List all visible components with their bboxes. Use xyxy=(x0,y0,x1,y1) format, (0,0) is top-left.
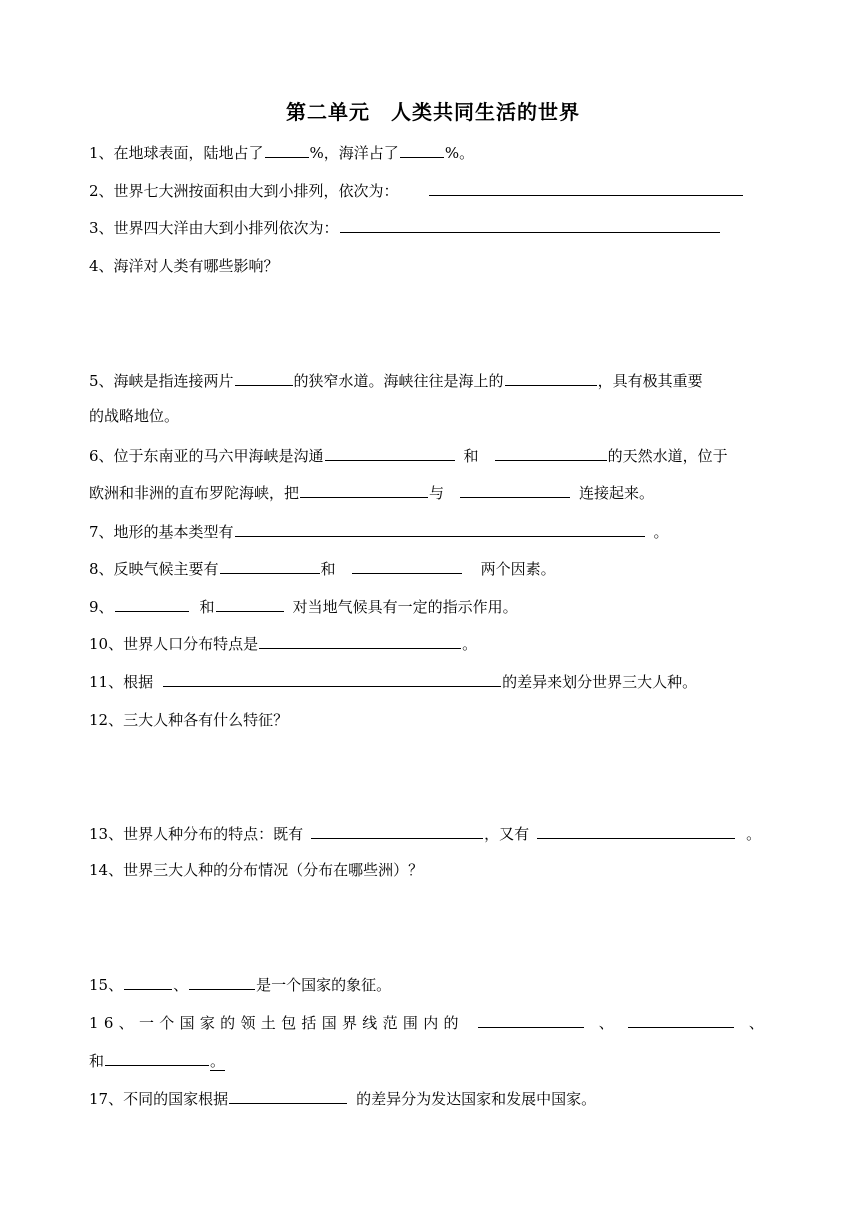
question-3 xyxy=(89,217,721,238)
question-text: %，海洋占了 xyxy=(309,144,399,162)
question-text: 1、在地球表面，陆地占了 xyxy=(89,144,264,162)
answer-blank[interactable] xyxy=(229,1088,347,1104)
question-13 xyxy=(89,823,761,844)
answer-blank[interactable] xyxy=(220,558,320,574)
question-14 xyxy=(89,860,423,880)
answer-blank[interactable] xyxy=(505,370,597,386)
question-text: 的战略地位。 xyxy=(89,407,180,425)
answer-blank[interactable] xyxy=(478,1012,584,1028)
question-text: ，又有 xyxy=(484,825,530,843)
question-8 xyxy=(89,558,556,579)
question-text: 。 xyxy=(653,523,669,541)
answer-blank[interactable] xyxy=(429,180,743,196)
answer-blank[interactable] xyxy=(400,142,444,158)
answer-blank[interactable] xyxy=(216,596,284,612)
question-16-line-2 xyxy=(89,1050,225,1071)
question-1 xyxy=(89,142,474,163)
question-text: 10、世界人口分布特点是 xyxy=(89,635,259,653)
question-text: 2、世界七大洲按面积由大到小排列，依次为： xyxy=(89,182,399,200)
answer-blank[interactable] xyxy=(537,823,735,839)
question-text: 是一个国家的象征。 xyxy=(256,976,392,994)
answer-blank[interactable] xyxy=(235,521,645,537)
question-text: 的差异分为发达国家和发展中国家。 xyxy=(356,1090,597,1108)
question-15 xyxy=(89,974,391,995)
question-text: 的天然水道，位于 xyxy=(607,447,728,465)
question-text: 5、海峡是指连接两片 xyxy=(89,372,234,390)
question-text: 对当地气候具有一定的指示作用。 xyxy=(292,598,518,616)
question-text: 17、不同的国家根据 xyxy=(89,1090,229,1108)
answer-blank[interactable] xyxy=(300,482,428,498)
question-text: 和 xyxy=(463,447,479,465)
answer-blank[interactable] xyxy=(235,370,293,386)
answer-blank[interactable] xyxy=(352,558,462,574)
question-11 xyxy=(89,671,697,692)
answer-blank[interactable] xyxy=(259,633,461,649)
answer-blank[interactable] xyxy=(495,445,607,461)
question-text: 和 xyxy=(320,560,336,578)
question-text: 14、世界三大人种的分布情况（分布在哪些洲）？ xyxy=(89,861,424,879)
question-text: 的狭窄水道。海峡往往是海上的 xyxy=(293,372,504,390)
question-text: 、 xyxy=(173,976,189,994)
answer-blank[interactable] xyxy=(628,1012,734,1028)
question-5 xyxy=(89,370,703,391)
question-text: 7、地形的基本类型有 xyxy=(89,523,234,541)
answer-blank[interactable] xyxy=(105,1050,209,1066)
question-text: 9、 xyxy=(89,598,114,616)
question-text: 、 xyxy=(748,1014,764,1032)
question-text: 16、一个国家的领土包括国界线范围内的 xyxy=(89,1014,464,1032)
question-text: 。 xyxy=(462,635,478,653)
question-text: 4、海洋对人类有哪些影响？ xyxy=(89,257,279,275)
question-5-line-2 xyxy=(89,406,179,426)
question-4 xyxy=(89,256,279,276)
question-text: 欧洲和非洲的直布罗陀海峡，把 xyxy=(89,484,300,502)
question-text: 和 xyxy=(199,598,215,616)
answer-blank[interactable] xyxy=(325,445,455,461)
question-text: 。 xyxy=(210,1052,226,1070)
question-16 xyxy=(89,1012,764,1033)
question-text: 的差异来划分世界三大人种。 xyxy=(502,673,698,691)
question-text: %。 xyxy=(444,144,475,162)
question-10 xyxy=(89,633,477,654)
question-2 xyxy=(89,180,744,201)
answer-blank[interactable] xyxy=(265,142,309,158)
question-text: 13、世界人种分布的特点：既有 xyxy=(89,825,304,843)
page-title: 第二单元 人类共同生活的世界 xyxy=(286,100,580,124)
question-12 xyxy=(89,710,288,730)
question-text: 11、根据 xyxy=(89,673,154,691)
question-6-line-2 xyxy=(89,482,654,503)
question-text: 12、三大人种各有什么特征？ xyxy=(89,711,289,729)
question-text: 15、 xyxy=(89,976,124,994)
question-text: 。 xyxy=(746,825,762,843)
question-text: 3、世界四大洋由大到小排列依次为： xyxy=(89,219,339,237)
answer-blank[interactable] xyxy=(115,596,189,612)
answer-blank[interactable] xyxy=(460,482,570,498)
answer-blank[interactable] xyxy=(311,823,483,839)
question-text: 8、反映气候主要有 xyxy=(89,560,219,578)
question-text: 和 xyxy=(89,1052,105,1070)
answer-blank[interactable] xyxy=(189,974,255,990)
question-text: 6、位于东南亚的马六甲海峡是沟通 xyxy=(89,447,324,465)
question-text: 两个因素。 xyxy=(480,560,556,578)
question-text: ，具有极其重要 xyxy=(597,372,703,390)
answer-blank[interactable] xyxy=(163,671,501,687)
question-17 xyxy=(89,1088,596,1109)
question-6 xyxy=(89,445,728,466)
answer-blank[interactable] xyxy=(124,974,172,990)
question-text: 连接起来。 xyxy=(579,484,655,502)
question-text: 与 xyxy=(429,484,445,502)
answer-blank[interactable] xyxy=(340,217,720,233)
question-7 xyxy=(89,521,669,542)
question-text: 、 xyxy=(598,1014,614,1032)
question-9 xyxy=(89,596,518,617)
